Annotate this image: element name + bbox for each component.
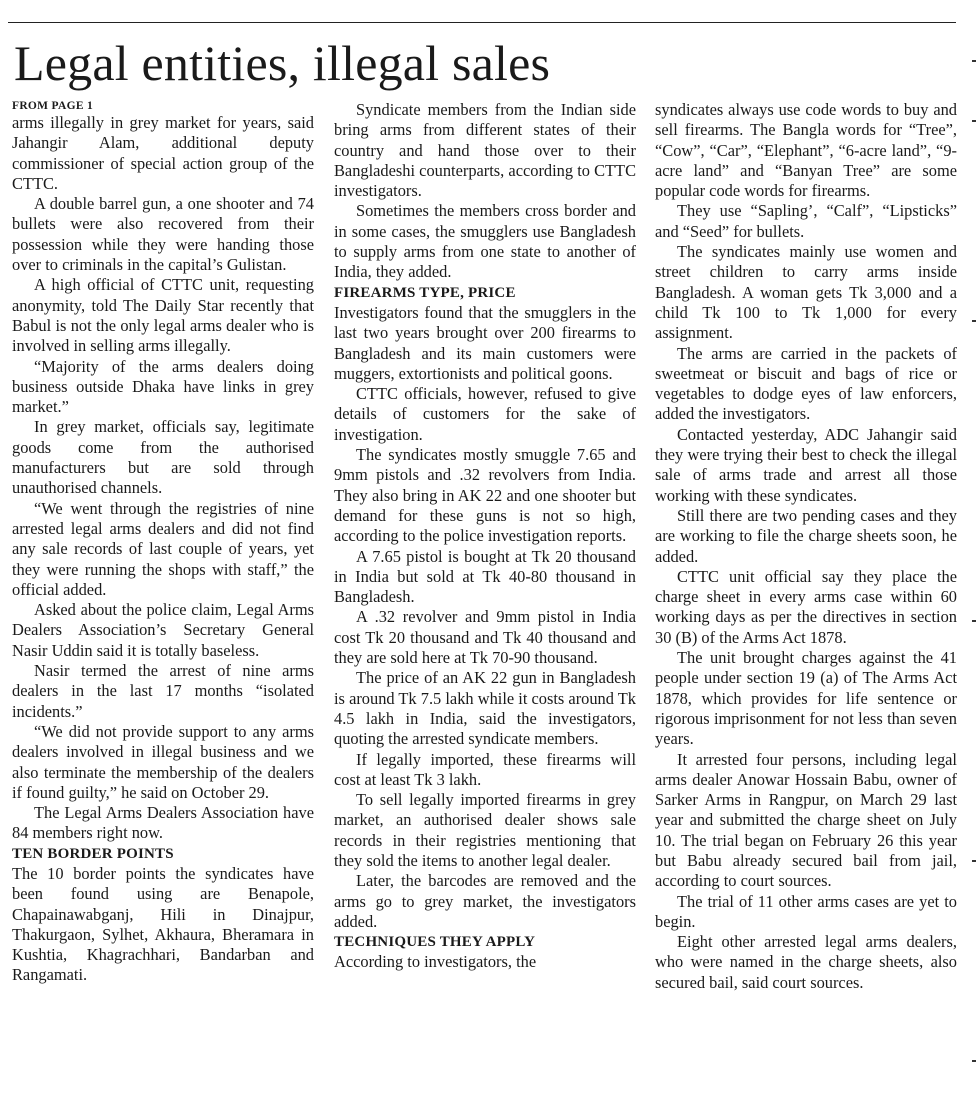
paragraph: The unit brought charges against the 41 people under section 19 (a) of The Arms Act 1878, which provides for life sentence or rigorous imprisonment for not less than seven years. bbox=[655, 648, 957, 749]
paragraph: The 10 border points the syndicates have been found using are Benapole, Chapainawabganj, Hili in Dinajpur, Thakurgaon, Sylhet, Akhaura, Bheramara in Kushtia, Khagrachhari, Bandarban and Rangamati. bbox=[12, 863, 314, 985]
subheading: TECHNIQUES THEY APPLY bbox=[334, 934, 536, 951]
page-edge-marks bbox=[970, 60, 977, 1100]
paragraph: It arrested four persons, including legal arms dealer Anowar Hossain Babu, owner of Sarker Arms in Rangpur, on March 29 last year and submitted the charge sheet on July 10. The trial began on February 26 this year but Babu already secured bail from jail, according to court sources. bbox=[655, 749, 957, 891]
article-column-2 bbox=[334, 100, 636, 973]
paragraph: The syndicates mostly smuggle 7.65 and 9mm pistols and .32 revolvers from India. They also bring in AK 22 and one shooter but demand for these guns is not so high, according to the police investigation reports. bbox=[334, 445, 636, 546]
paragraph: Later, the barcodes are removed and the arms go to grey market, the investigators added. bbox=[334, 871, 636, 931]
paragraph: CTTC unit official say they place the charge sheet in every arms case within 60 working days as per the directives in section 30 (B) of the Arms Act 1878. bbox=[655, 566, 957, 647]
paragraph: Nasir termed the arrest of nine arms dealers in the last 17 months “isolated incidents.” bbox=[12, 661, 314, 721]
paragraph: In grey market, officials say, legitimate goods come from the authorised manufacturers but are sold through unauthorised channels. bbox=[12, 417, 314, 498]
paragraph: Contacted yesterday, ADC Jahangir said they were trying their best to check the illegal sale of arms trade and arrest all those working with these syndicates. bbox=[655, 424, 957, 505]
subheading: TEN BORDER POINTS bbox=[12, 845, 174, 862]
paragraph: The syndicates mainly use women and street children to carry arms inside Bangladesh. A woman gets Tk 3,000 and a child Tk 100 to Tk 1,000 for every assignment. bbox=[655, 242, 957, 343]
paragraph: Asked about the police claim, Legal Arms Dealers Association’s Secretary General Nasir Uddin said it is totally baseless. bbox=[12, 600, 314, 660]
headline: Legal entities, illegal sales bbox=[14, 35, 551, 91]
paragraph: They use “Sapling’, “Calf”, “Lipsticks” and “Seed” for bullets. bbox=[655, 201, 957, 241]
subheading: FIREARMS TYPE, PRICE bbox=[334, 284, 516, 301]
paragraph: Eight other arrested legal arms dealers, who were named in the charge sheets, also secured bail, said court sources. bbox=[655, 932, 957, 992]
paragraph: “We did not provide support to any arms dealers involved in illegal business and we also terminate the membership of the dealers if found guilty,” he said on October 29. bbox=[12, 721, 314, 802]
paragraph: According to investigators, the bbox=[334, 952, 537, 972]
paragraph: A 7.65 pistol is bought at Tk 20 thousand in India but sold at Tk 40-80 thousand in Bangladesh. bbox=[334, 546, 636, 607]
column-2-body bbox=[334, 100, 636, 973]
top-rule bbox=[8, 22, 956, 23]
paragraph: Still there are two pending cases and they are working to file the charge sheets soon, he added. bbox=[655, 505, 957, 566]
paragraph: Sometimes the members cross border and in some cases, the smugglers use Bangladesh to supply arms from one state to another of India, they added. bbox=[334, 201, 636, 282]
paragraph: The arms are carried in the packets of sweetmeat or biscuit and bags of rice or vegetables to dodge eyes of law enforcers, added the investigators. bbox=[655, 343, 957, 424]
article-column-3 bbox=[655, 100, 957, 993]
paragraph: Investigators found that the smugglers in the last two years brought over 200 firearms to Bangladesh and its main customers were muggers, extortionists and political goons. bbox=[334, 302, 636, 383]
paragraph: Syndicate members from the Indian side bring arms from different states of their country and hand those over to their Bangladeshi counterparts, according to CTTC investigators. bbox=[334, 100, 636, 201]
paragraph: The trial of 11 other arms cases are yet to begin. bbox=[655, 891, 957, 931]
column-3-body bbox=[655, 100, 957, 993]
paragraph: arms illegally in grey market for years, said Jahangir Alam, additional deputy commissioner of special action group of the CTTC. bbox=[12, 113, 314, 193]
paragraph: “We went through the registries of nine arrested legal arms dealers and did not find any sale records of last couple of years, yet they were running the shops with staff,” the official added. bbox=[12, 498, 314, 599]
article-column-1 bbox=[12, 100, 314, 986]
paragraph: CTTC officials, however, refused to give details of customers for the sake of investigation. bbox=[334, 384, 636, 444]
paragraph: If legally imported, these firearms will cost at least Tk 3 lakh. bbox=[334, 749, 636, 789]
paragraph: The price of an AK 22 gun in Bangladesh is around Tk 7.5 lakh while it costs around Tk 4.5 lakh in India, said the investigators, quoting the arrested syndicate members. bbox=[334, 668, 636, 749]
paragraph: syndicates always use code words to buy and sell firearms. The Bangla words for “Tree”, “Cow”, “Car”, “Elephant”, “6-acre land”, “9-acre land” and “Banyan Tree” are some popular code words for firearms. bbox=[655, 100, 957, 201]
paragraph: A double barrel gun, a one shooter and 74 bullets were also recovered from their possession while they were handing those over to criminals in the capital’s Gulistan. bbox=[12, 194, 314, 275]
column-1-body bbox=[12, 113, 314, 986]
paragraph: To sell legally imported firearms in grey market, an authorised dealer shows sale records in their registries mentioning that they sold the items to another legal dealer. bbox=[334, 790, 636, 870]
paragraph: A high official of CTTC unit, requesting anonymity, told The Daily Star recently that Babul is not the only legal arms dealer who is involved in selling arms illegally. bbox=[12, 275, 314, 356]
jump-label: FROM PAGE 1 bbox=[12, 100, 94, 112]
paragraph: “Majority of the arms dealers doing business outside Dhaka have links in grey market.” bbox=[12, 356, 314, 417]
paragraph: A .32 revolver and 9mm pistol in India cost Tk 20 thousand and Tk 40 thousand and they are sold here at Tk 70-90 thousand. bbox=[334, 607, 636, 668]
paragraph: The Legal Arms Dealers Association have 84 members right now. bbox=[12, 803, 314, 843]
